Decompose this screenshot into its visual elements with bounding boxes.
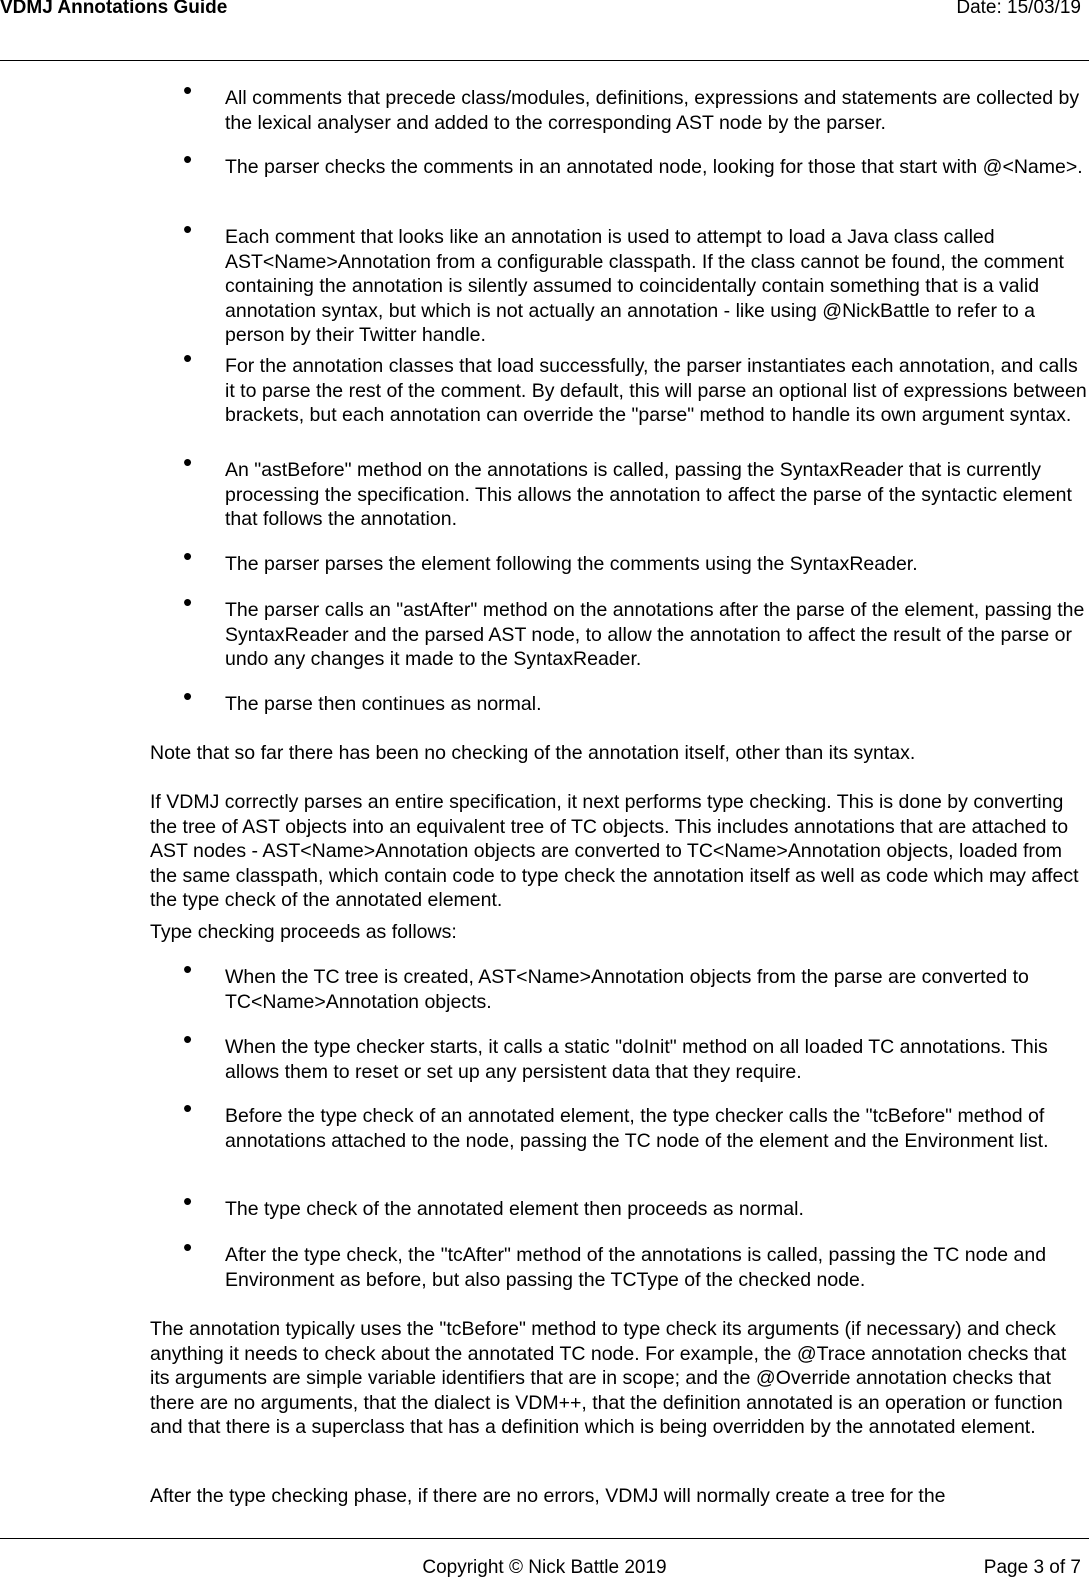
footer-copyright: Copyright © Nick Battle 2019: [422, 1557, 667, 1578]
list-item: [183, 1093, 1087, 1153]
bullet-icon: •: [183, 587, 193, 617]
list-item-text: When the type checker starts, it calls a static "doInit" method on all loaded TC annotations. This allows them to reset or set up any persistent data that they require.: [225, 1036, 1048, 1083]
bullet-icon: •: [183, 541, 193, 571]
list-item: [183, 1024, 1087, 1084]
bullet-icon: •: [183, 1024, 193, 1054]
bullet-icon: •: [183, 447, 193, 477]
list-item: [183, 954, 1087, 1014]
list-item: [183, 447, 1087, 532]
list-item-text: The parser checks the comments in an annotated node, looking for those that start with @<Name>.: [225, 156, 1083, 178]
bullet-icon: •: [183, 144, 193, 174]
bullet-icon: •: [183, 214, 193, 244]
bullet-icon: •: [183, 1093, 193, 1123]
list-item-text: All comments that precede class/modules, definitions, expressions and statements are collected by the lexical analyser and added to the corresponding AST node by the parser.: [225, 87, 1080, 134]
bullet-icon: •: [183, 1186, 193, 1216]
list-item-text: After the type check, the "tcAfter" method of the annotations is called, passing the TC node and Environment as before, but also passing the TCType of the checked node.: [225, 1244, 1047, 1291]
bullet-icon: •: [183, 681, 193, 711]
paragraph: After the type checking phase, if there are no errors, VDMJ will normally create a tree for the: [150, 1485, 946, 1507]
paragraph: If VDMJ correctly parses an entire specification, it next performs type checking. This is done by converting the tree of AST objects into an equivalent tree of TC objects. This includes annotations that are attached to AST nodes - AST<Name>Annotation objects are converted to TC<Name>Annotation objects, loaded from the same classpath, which contain code to type check the annotation itself as well as code which may affect the type check of the annotated element.: [150, 791, 1079, 911]
paragraph: Note that so far there has been no checking of the annotation itself, other than its syntax.: [150, 742, 916, 764]
bullet-icon: •: [183, 1232, 193, 1262]
list-item: [183, 214, 1087, 348]
list-item-text: Each comment that looks like an annotation is used to attempt to load a Java class called AST<Name>Annotation from a configurable classpath. If the class cannot be found, the comment containing the annotation is silently assumed to coincidentally contain something that is a valid annotation syntax, but which is not actually an annotation - like using @NickBattle to refer to a person by their Twitter handle.: [225, 226, 1064, 346]
bullet-icon: •: [183, 954, 193, 984]
document-date: Date: 15/03/19: [956, 0, 1081, 18]
bullet-icon: •: [183, 343, 193, 373]
list-item-text: The parse then continues as normal.: [225, 693, 542, 715]
page-number: Page 3 of 7: [983, 1557, 1081, 1578]
paragraph: Type checking proceeds as follows:: [150, 921, 457, 943]
paragraph: The annotation typically uses the "tcBefore" method to type check its arguments (if necessary) and check anything it needs to check about the annotated TC node. For example, the @Trace annotation checks that its arguments are simple variable identifiers that are in scope; and the @Override annotation checks that there are no arguments, that the dialect is VDM++, that the definition annotated is an operation or function and that there is a superclass that has a definition which is being overridden by the annotated element.: [150, 1318, 1067, 1438]
bullet-icon: •: [183, 75, 193, 105]
list-item: [183, 144, 1087, 180]
list-item: [183, 541, 1087, 577]
list-item: [183, 587, 1087, 672]
list-item-text: The parser calls an "astAfter" method on the annotations after the parse of the element, passing the SyntaxReader and the parsed AST node, to allow the annotation to affect the result of the parse or undo any changes it made to the SyntaxReader.: [225, 599, 1085, 670]
list-item-text: An "astBefore" method on the annotations is called, passing the SyntaxReader that is currently processing the specification. This allows the annotation to affect the parse of the syntactic element that follows the annotation.: [225, 459, 1072, 530]
header-divider: [0, 60, 1089, 61]
list-item: [183, 1232, 1087, 1292]
list-item-text: For the annotation classes that load successfully, the parser instantiates each annotation, and calls it to parse the rest of the comment. By default, this will parse an optional list of expressions between brackets, but each annotation can override the "parse" method to handle its own argument syntax.: [225, 355, 1087, 426]
list-item-text: When the TC tree is created, AST<Name>Annotation objects from the parse are converted to TC<Name>Annotation objects.: [225, 966, 1029, 1013]
document-title: VDMJ Annotations Guide: [0, 0, 228, 18]
list-item-text: The type check of the annotated element then proceeds as normal.: [225, 1198, 804, 1220]
list-item-text: The parser parses the element following the comments using the SyntaxReader.: [225, 553, 918, 575]
footer-divider: [0, 1538, 1089, 1539]
list-item-text: Before the type check of an annotated element, the type checker calls the "tcBefore" method of annotations attached to the node, passing the TC node of the element and the Environment list.: [225, 1105, 1049, 1152]
list-item: [183, 1186, 1087, 1222]
list-item: [183, 343, 1087, 428]
list-item: [183, 681, 1087, 717]
list-item: [183, 75, 1087, 135]
